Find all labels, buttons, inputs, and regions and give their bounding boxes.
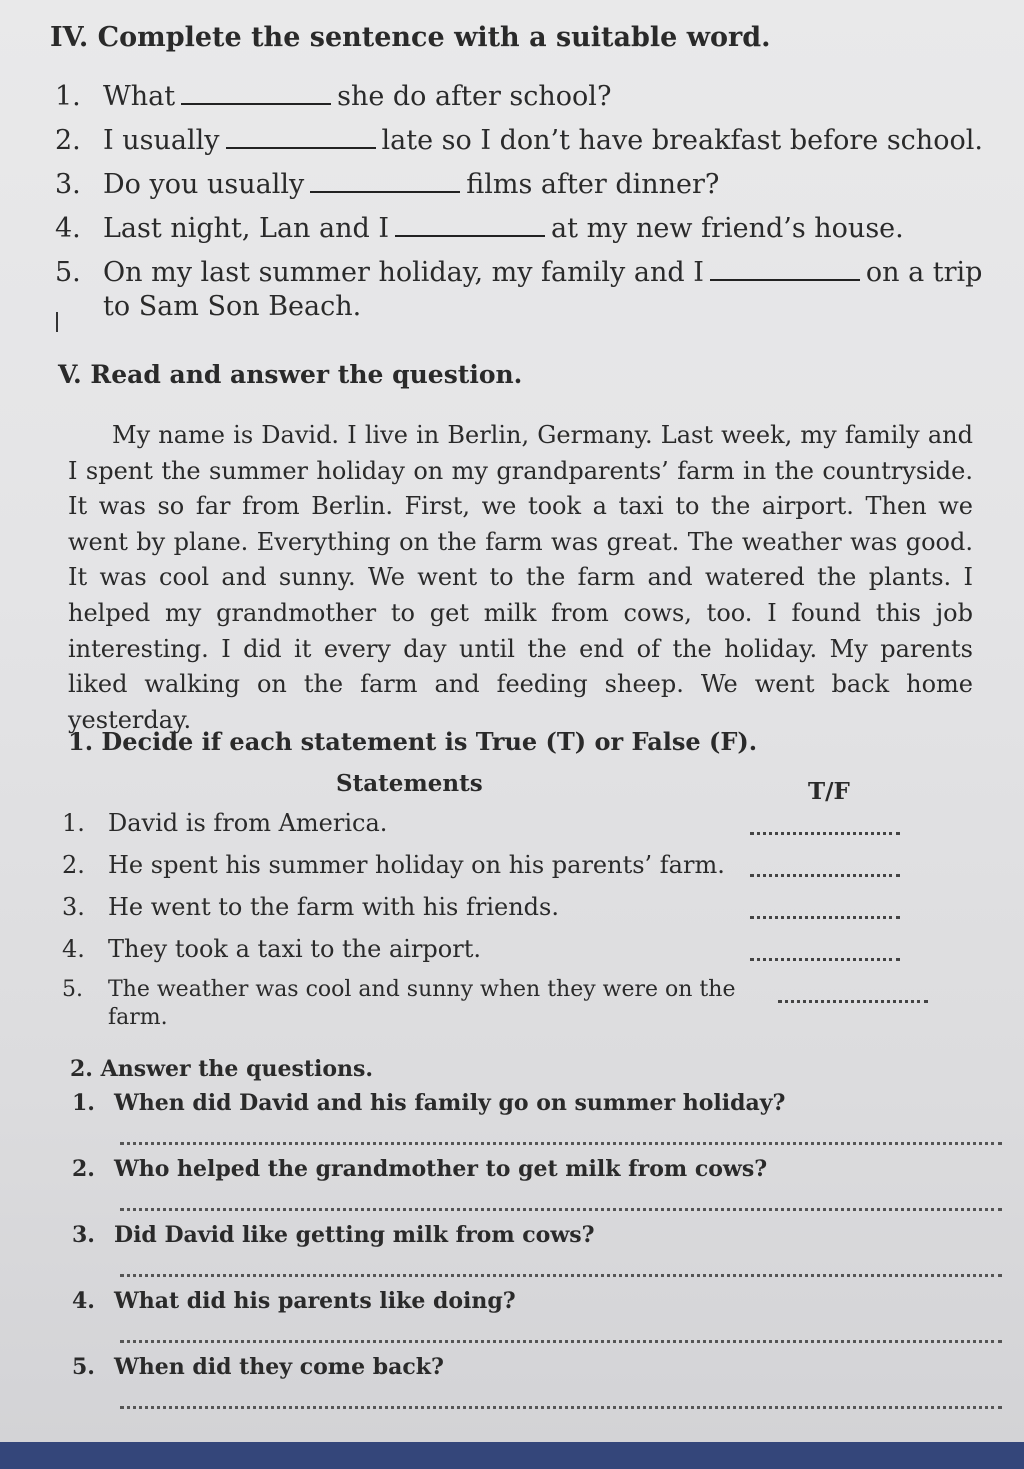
statement-text: The weather was cool and sunny when they were on the farm. bbox=[108, 977, 736, 1030]
statement-row-2 bbox=[62, 850, 942, 892]
statement-row-4 bbox=[62, 934, 942, 976]
exercise-number: 4. bbox=[55, 213, 81, 244]
text-before-blank: Do you usually bbox=[103, 169, 305, 200]
question-text: When did they come back? bbox=[114, 1354, 444, 1380]
text-after-blank: at my new friend’s house. bbox=[551, 213, 904, 244]
question-number: 4. bbox=[72, 1288, 95, 1314]
section-4-heading: IV. Complete the sentence with a suitable word. bbox=[50, 22, 771, 53]
statement-text: David is from America. bbox=[108, 809, 388, 837]
question-number: 1. bbox=[72, 1090, 95, 1116]
text-before-blank: What bbox=[103, 81, 176, 112]
tf-answer-blank[interactable] bbox=[778, 998, 928, 1003]
margin-mark bbox=[56, 312, 58, 332]
question-item-5 bbox=[72, 1354, 1002, 1420]
answer-blank[interactable] bbox=[181, 81, 331, 105]
text-after-blank: on a trip to Sam Son Beach. bbox=[103, 257, 983, 322]
statement-number: 1. bbox=[62, 809, 85, 837]
answer-blank[interactable] bbox=[310, 169, 460, 193]
exercise-text bbox=[103, 80, 611, 114]
answer-line[interactable] bbox=[120, 1272, 1002, 1277]
statement-text: They took a taxi to the airport. bbox=[108, 935, 481, 963]
text-before-blank: I usually bbox=[103, 125, 220, 156]
answer-line[interactable] bbox=[120, 1338, 1002, 1343]
statement-number: 3. bbox=[62, 893, 85, 921]
exercise-number: 1. bbox=[55, 81, 81, 112]
text-after-blank: films after dinner? bbox=[466, 169, 720, 200]
exercise-item-2 bbox=[55, 124, 985, 158]
question-text: Who helped the grandmother to get milk from cows? bbox=[114, 1156, 768, 1182]
tf-answer-blank[interactable] bbox=[750, 830, 900, 835]
exercise-item-5 bbox=[55, 256, 985, 324]
question-item-4 bbox=[72, 1288, 1002, 1354]
fill-in-exercise-list bbox=[55, 80, 985, 334]
exercise-text bbox=[103, 124, 983, 158]
answer-blank[interactable] bbox=[710, 257, 860, 281]
exercise-text bbox=[103, 212, 904, 246]
statement-list bbox=[62, 808, 942, 1036]
true-false-heading: 1. Decide if each statement is True (T) or False (F). bbox=[68, 727, 758, 756]
question-item-2 bbox=[72, 1156, 1002, 1222]
statement-row-1 bbox=[62, 808, 942, 850]
answer-blank[interactable] bbox=[395, 213, 545, 237]
exercise-item-4 bbox=[55, 212, 985, 246]
statements-column-header: Statements bbox=[336, 770, 483, 797]
answer-line[interactable] bbox=[120, 1206, 1002, 1211]
exercise-text bbox=[103, 256, 985, 324]
statement-number: 5. bbox=[62, 977, 83, 1002]
question-number: 5. bbox=[72, 1354, 95, 1380]
tf-answer-blank[interactable] bbox=[750, 914, 900, 919]
tf-answer-blank[interactable] bbox=[750, 956, 900, 961]
question-item-3 bbox=[72, 1222, 1002, 1288]
tf-answer-blank[interactable] bbox=[750, 872, 900, 877]
exercise-number: 2. bbox=[55, 125, 81, 156]
section-5-heading: V. Read and answer the question. bbox=[58, 360, 523, 389]
question-number: 3. bbox=[72, 1222, 95, 1248]
exercise-number: 3. bbox=[55, 169, 81, 200]
statement-row-3 bbox=[62, 892, 942, 934]
statement-row-5 bbox=[62, 976, 942, 1036]
answer-line[interactable] bbox=[120, 1404, 1002, 1409]
exercise-item-3 bbox=[55, 168, 985, 202]
text-before-blank: Last night, Lan and I bbox=[103, 213, 390, 244]
statement-number: 2. bbox=[62, 851, 85, 879]
statement-number: 4. bbox=[62, 935, 85, 963]
answer-questions-heading: 2. Answer the questions. bbox=[70, 1056, 374, 1082]
desk-background bbox=[0, 1442, 1024, 1469]
reading-passage: My name is David. I live in Berlin, Germany. Last week, my family and I spent the summer holiday on my grandparents’ farm in the countryside. It was so far from Berlin. First, we took a taxi to the airport. Then we went by plane. Everything on the farm was great. The weather was good. It was cool and sunny. We went to the farm and watered the plants. I helped my grandmother to get milk from cows, too. I found this job interesting. I did it every day until the end of the holiday. My parents liked walking on the farm and feeding sheep. We went back home yesterday. bbox=[68, 421, 973, 734]
answer-blank[interactable] bbox=[226, 125, 376, 149]
text-after-blank: she do after school? bbox=[337, 81, 612, 112]
question-number: 2. bbox=[72, 1156, 95, 1182]
exercise-text bbox=[103, 168, 719, 202]
question-text: Did David like getting milk from cows? bbox=[114, 1222, 595, 1248]
text-before-blank: On my last summer holiday, my family and I bbox=[103, 257, 704, 288]
answer-line[interactable] bbox=[120, 1140, 1002, 1145]
text-after-blank: late so I don’t have breakfast before school. bbox=[381, 125, 983, 156]
tf-column-header: T/F bbox=[808, 778, 850, 805]
exercise-number: 5. bbox=[55, 257, 81, 288]
question-list bbox=[72, 1090, 1002, 1420]
statement-text: He went to the farm with his friends. bbox=[108, 893, 559, 921]
question-item-1 bbox=[72, 1090, 1002, 1156]
question-text: What did his parents like doing? bbox=[114, 1288, 516, 1314]
question-text: When did David and his family go on summer holiday? bbox=[114, 1090, 786, 1116]
exercise-item-1 bbox=[55, 80, 985, 114]
statement-text: He spent his summer holiday on his parents’ farm. bbox=[108, 851, 725, 879]
